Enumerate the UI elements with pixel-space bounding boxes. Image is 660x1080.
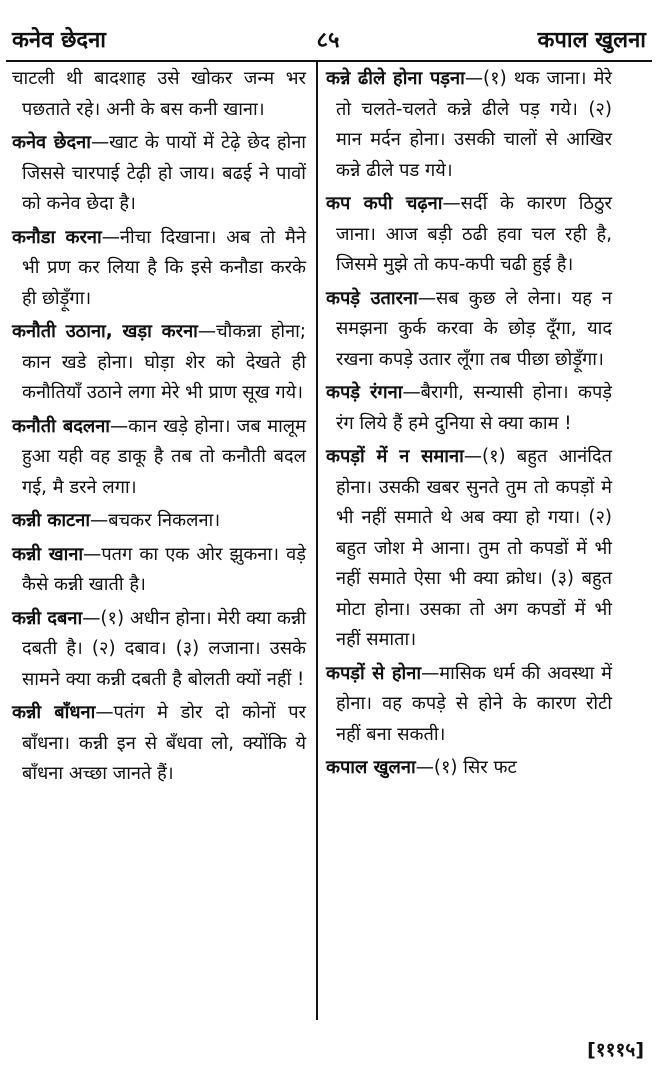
entry-text: —नीचा दिखाना। अब तो मैने भी प्रण कर लिया है कि इसे कनौडा करके ही छोड़ूँगा। xyxy=(22,226,306,309)
entry-headword: कन्नी दबना xyxy=(12,607,83,629)
entry xyxy=(326,378,612,439)
entry xyxy=(326,284,612,376)
column-divider xyxy=(316,62,318,1020)
page-number: ८५ xyxy=(316,28,340,53)
entry-headword: कन्ने ढीले होना पड़ना xyxy=(326,68,465,89)
entry xyxy=(326,753,612,784)
entry xyxy=(326,659,612,751)
entry xyxy=(12,64,306,125)
entry-text: —चौकन्ना होना; कान खडे होना। घोड़ा शेर को देखते ही कनौतियाँ उठाने लगा मेरे भी प्राण सूख गये। xyxy=(22,321,307,403)
entry xyxy=(12,412,306,504)
left-column xyxy=(12,64,306,793)
entry xyxy=(326,442,612,656)
entry-headword: कनेव छेदना xyxy=(12,132,91,153)
right-column xyxy=(326,64,612,787)
entry xyxy=(12,604,306,696)
entry-text: —(१) सिर फट xyxy=(415,757,517,778)
entry xyxy=(326,64,612,186)
entry-text: —(१) अधीन होना। मेरी क्या कन्नी दबती है। (२) दबाव। (३) लजाना। उसके सामने क्या कन्नी दबती है बोलती क्यों नहीं ! xyxy=(22,607,306,690)
entry xyxy=(326,189,612,281)
header-right-guideword: कपाल खुलना xyxy=(537,28,646,53)
entry-headword: कपाल खुलना xyxy=(326,757,416,778)
entry-text: —पतग का एक ओर झुकना। वड़े कैसे कन्नी खाती है। xyxy=(22,543,306,595)
entry xyxy=(12,317,306,409)
entry xyxy=(12,540,306,601)
entry-headword: कनौती बदलना xyxy=(12,415,110,437)
page-signature: [१११५] xyxy=(587,1039,644,1061)
entry xyxy=(12,698,306,790)
entry-headword: कप कपी चढ़ना xyxy=(326,193,443,214)
entry-text: —कान खड़े होना। जब मालूम हुआ यही वह डाकू है तब तो कनौती बदल गई, मै डरने लगा। xyxy=(22,415,306,498)
entry-text: —मासिक धर्म की अवस्था में होना। वह कपड़े से होने के कारण रोटी नहीं बना सकती। xyxy=(336,662,613,745)
page-header xyxy=(8,22,648,62)
entry-text: —सर्दी के कारण ठिठुर जाना। आज बड़ी ठढी हवा चल रही है, जिसमे मुझे तो कप-कपी चढी हुई है। xyxy=(336,193,612,275)
entry-headword: कपड़ों में न समाना xyxy=(326,446,464,467)
entry xyxy=(12,223,306,315)
entry-headword: कन्नी खाना xyxy=(12,543,84,565)
entry-text: —पतंग मे डोर दो कोनों पर बाँधना। कन्नी इन से बँधवा लो, क्योंकि ये बाँधना अच्छा जानते हैं। xyxy=(22,702,306,784)
entry xyxy=(12,128,306,220)
entry-headword: कन्नी काटना xyxy=(12,510,91,531)
entry-text: —बचकर निकलना। xyxy=(90,510,221,531)
entry-headword: कनौडा करना xyxy=(12,226,102,248)
entry-headword: कपड़े उतारना xyxy=(326,287,418,309)
entry-headword: कन्नी बाँधना xyxy=(12,702,96,723)
entry-text: —सब कुछ ले लेना। यह न समझना कुर्क करवा के छोड़ दूँगा, याद रखना कपड़े उतार लूँगा तब पीछा छोड़ूँगा। xyxy=(336,287,613,370)
entry-headword: कनौती उठाना, खड़ा करना xyxy=(12,321,198,342)
entry-text: —खाट के पायों में टेढ़े छेद होना जिससे चारपाई टेढ़ी हो जाय। बढई ने पावों को कनेव छेदा है। xyxy=(22,132,306,214)
entry-text: —बैरागी, सन्यासी होना। कपड़े रंग लिये हैं हमे दुनिया से क्या काम ! xyxy=(336,382,612,434)
header-rule xyxy=(6,60,652,62)
entry-text: चाटली थी बादशाह उसे खोकर जन्म भर पछताते रहे। अनी के बस कनी खाना। xyxy=(12,68,306,120)
header-left-guideword: कनेव छेदना xyxy=(12,28,107,53)
entry-headword: कपड़े रंगना xyxy=(326,382,403,403)
entry-text: —(१) थक जाना। मेरे तो चलते-चलते कन्ने ढीले पड़ गये। (२) मान मर्दन होना। उसकी चालों से आखिर कन्ने ढीले पड गये। xyxy=(336,68,612,181)
entry-headword: कपड़ों से होना xyxy=(326,662,422,684)
entry-text: —(१) बहुत आनंदित होना। उसकी खबर सुनते तुम तो कपड़ों मे भी नहीं समाते थे अब क्या हो गया। (२) बहुत जोश मे आना। तुम तो कपडों में भी नहीं समाते ऐसा भी क्या क्रोध। (३) बहुत मोटा होना। उसका तो अग कपडों में भी नहीं समाता। xyxy=(336,446,612,650)
entry xyxy=(12,506,306,537)
